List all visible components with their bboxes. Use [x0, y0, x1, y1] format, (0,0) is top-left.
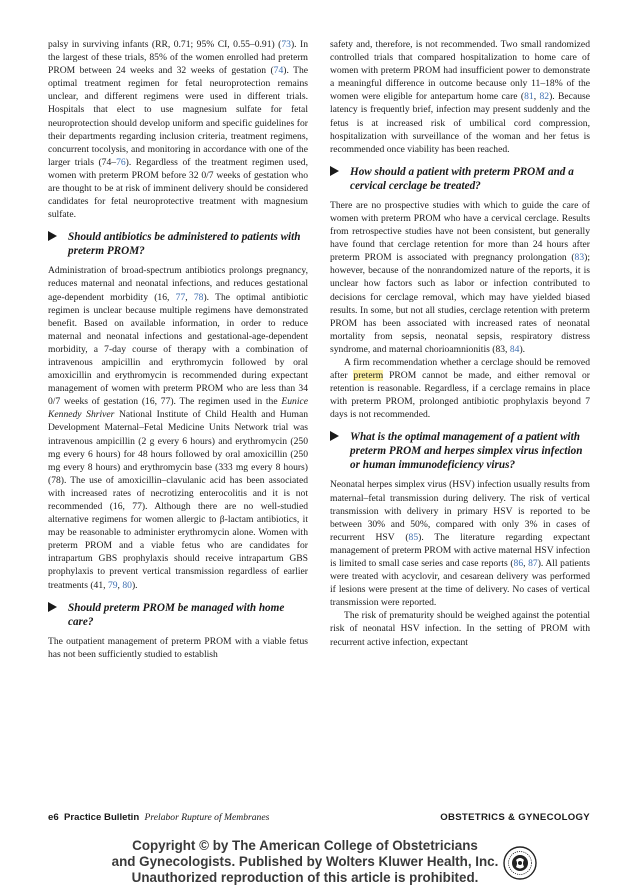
- citation-link[interactable]: 79: [107, 579, 118, 591]
- paragraph: Administration of broad-spectrum antibiotics prolongs pregnancy, reduces maternal and neonatal infections, and reduces gestational age-dependent morbidity (16, 77, 78). The optimal antibiotic regimen is unclear because multiple regimens have demonstrated benefit. Based on available information, in order to reduce maternal and neonatal infections and gestational-age-dependent morbidity, a 7-day course of therapy with a combination of intravenous ampicillin and erythromycin followed by oral amoxicillin and erythromycin is recommended during expectant management of women with preterm PROM who are less than 34 0/7 weeks of gestation (16, 77). The regimen used in the Eunice Kennedy Shriver National Institute of Child Health and Human Development Maternal–Fetal Medicine Units Network trial was intravenous ampicillin (2 g every 6 hours) and erythromycin (250 mg every 6 hours) for 48 hours followed by oral amoxicillin (250 mg every 8 hours) and erythromycin base (333 mg every 8 hours) (78). The use of amoxicillin–clavulanic acid has been associated with increased rates of necrotizing enterocolitis and it is not recommended (16, 77). Although there are no well-studied alternative regimens for women allergic to β-lactam antibiotics, it may be reasonable to administer erythromycin alone. Women with preterm PROM and a viable fetus who are candidates for intrapartum GBS prophylaxis should receive intrapartum GBS prophylaxis to prevent vertical transmission regardless of earlier treatments (41, 79, 80).: [48, 265, 309, 591]
- paragraph: palsy in surviving infants (RR, 0.71; 95% CI, 0.55–0.91) (73). In the largest of these trials, 85% of the women enrolled had preterm PROM between 24 weeks and 32 weeks of gestation (74). The optimal treatment regimen for fetal neuroprotection remains unclear, and different regimens were used in different trials. Hospitals that elect to use magnesium sulfate for fetal neuroprotection should develop uniform and specific guidelines for their departments regarding inclusion criteria, treatment regimens, concurrent tocolysis, and monitoring in accordance with one of the larger trials (74–76). Regardless of the treatment regimen used, women with preterm PROM before 32 0/7 weeks of gestation who are thought to be at risk of imminent delivery should be considered candidates for fetal neuroprotective treatment with magnesium sulfate.: [48, 39, 309, 221]
- acog-seal-icon: [503, 846, 537, 880]
- paragraph: A firm recommendation whether a cerclage should be removed after preterm PROM cannot be made, and either removal or retention is reasonable. Regardless, if a cerclage remains in place with preterm PROM, prolonged antibiotic prophylaxis beyond 7 days is not recommended.: [330, 356, 590, 421]
- section-heading: Should antibiotics be administered to patients with preterm PROM?: [48, 230, 308, 258]
- citation-link[interactable]: 76: [116, 156, 126, 168]
- citation-link[interactable]: 80: [122, 579, 132, 591]
- paragraph: The outpatient management of preterm PROM with a viable fetus has not been sufficiently studied to establish: [48, 635, 308, 660]
- right-column: [330, 38, 590, 649]
- paragraph: safety and, therefore, is not recommended. Two small randomized controlled trials that compared hospitalization to home care of women with preterm PROM had insufficient power to demonstrate a meaningful difference in outcome because only 11–18% of the women were eligible for antepartum home care (81, 82). Because latency is frequently brief, infection may present suddenly and the fetus is at increased risk of umbilical cord compression, hospitalization with surveillance of the woman and her fetus is recommended once viability has been reached.: [330, 39, 590, 155]
- triangle-right-icon: [48, 231, 57, 241]
- footer-series: Practice Bulletin: [64, 812, 140, 823]
- footer-left: [48, 812, 269, 823]
- page-footer: [48, 812, 590, 826]
- triangle-right-icon: [330, 166, 339, 176]
- journal-name: OBSTETRICS & GYNECOLOGY: [440, 812, 590, 823]
- citation-link[interactable]: 77: [175, 291, 186, 303]
- triangle-right-icon: [48, 602, 57, 612]
- paragraph: There are no prospective studies with which to guide the care of women with preterm PROM who have a cervical cerclage. Results from retrospective studies have not been consistent, but generally have found that cerclage retention for more than 24 hours after preterm PROM is associated with pregnancy prolongation (83); however, because of the nonrandomized nature of the reports, it is unclear how factors such as labor or infection contributed to decisions for cerclage removal, which may have yielded biased results. In some, but not all studies, cerclage retention with preterm PROM has been associated with increased rates of neonatal mortality from sepsis, neonatal sepsis, respiratory distress syndrome, and maternal chorioamnionitis (83, 84).: [330, 199, 590, 355]
- paragraph: Neonatal herpes simplex virus (HSV) infection usually results from maternal–fetal transmission during delivery. The risk of vertical transmission with delivery in primary HSV is reported to be between 30% and 50%, compared with only 3% in cases of recurrent HSV (85). The literature regarding expectant management of preterm PROM with active maternal HSV infection is limited to small case series and case reports (86, 87). All patients were treated with acyclovir, and cesarean delivery was performed if lesions were present at the time of delivery. No cases of vertical transmission were reported.: [330, 479, 591, 609]
- citation-link[interactable]: 86: [513, 558, 524, 569]
- footer-title: Prelabor Rupture of Membranes: [144, 812, 270, 823]
- citation-link[interactable]: 83: [574, 252, 585, 264]
- section-heading: How should a patient with preterm PROM and a cervical cerclage be treated?: [330, 165, 590, 193]
- section-heading: What is the optimal management of a patient with preterm PROM and herpes simplex virus infection or human immunodeficiency virus?: [330, 430, 590, 472]
- citation-link[interactable]: 87: [528, 558, 538, 569]
- paragraph: The risk of prematurity should be weighed against the potential risk of neonatal HSV infection. In the setting of PROM with recurrent active infection, expectant: [330, 610, 590, 648]
- citation-link[interactable]: 82: [539, 91, 550, 103]
- citation-link[interactable]: 74: [273, 65, 284, 77]
- citation-link[interactable]: 81: [524, 91, 534, 103]
- citation-link[interactable]: 84: [509, 343, 520, 355]
- triangle-right-icon: [330, 431, 339, 441]
- section-heading: Should preterm PROM be managed with home care?: [48, 601, 308, 629]
- highlighted-text[interactable]: preterm: [353, 370, 384, 382]
- citation-link[interactable]: 78: [193, 291, 204, 303]
- citation-link[interactable]: 85: [408, 531, 419, 543]
- copyright-notice: Copyright © by The American College of Obstetricians and Gynecologists. Published by Wolters Kluwer Health, Inc. Unauthorized reproduction of this article is prohibited.: [111, 838, 499, 885]
- page-number: e6: [48, 812, 59, 823]
- citation-link[interactable]: 73: [281, 39, 291, 50]
- left-column: [48, 38, 308, 661]
